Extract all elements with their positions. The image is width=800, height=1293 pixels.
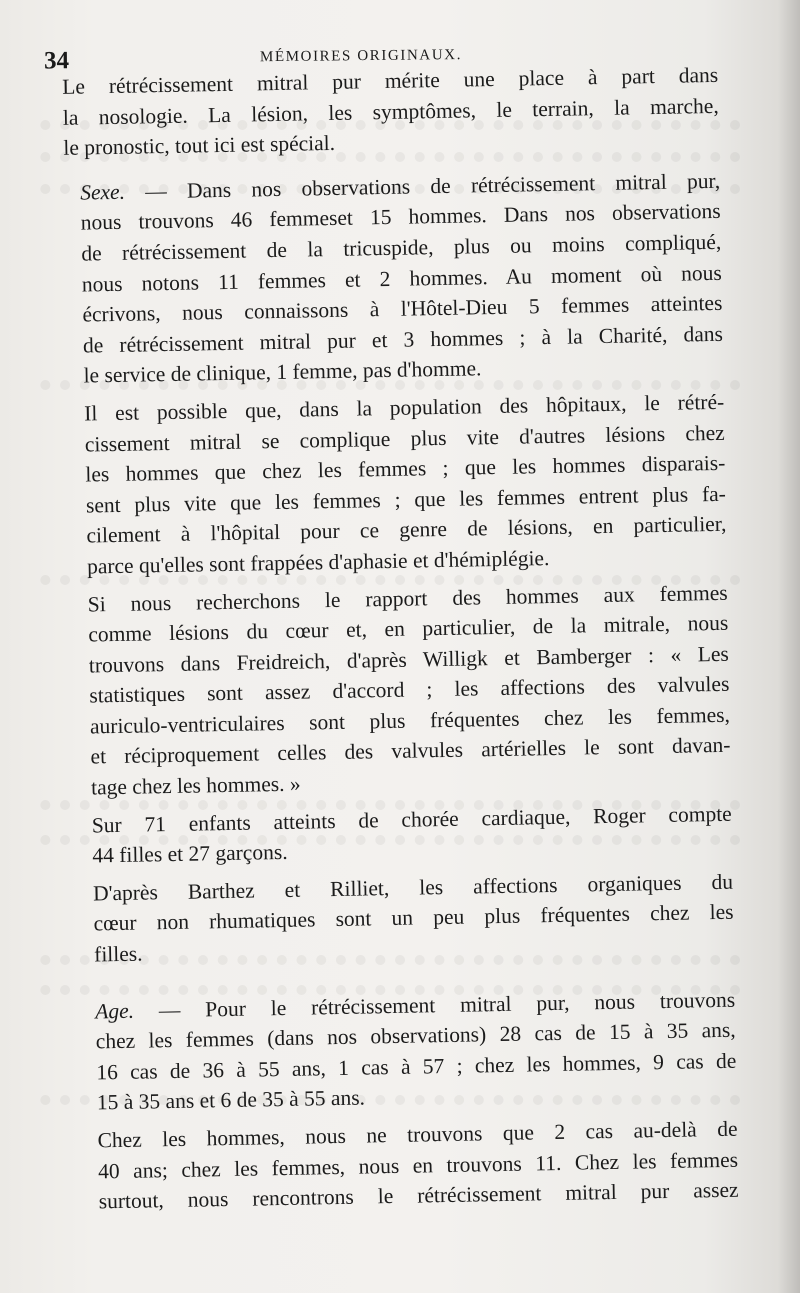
text-line: filles. [93,941,143,967]
paragraph-age [73,984,737,1118]
text-line: Si nous recherchons le rapport des hommes aux femmes [87,580,728,617]
body-text [56,60,739,1218]
section-label: Sexe. [79,179,126,205]
text-line: Sur 71 enfants atteints de chorée cardiaque, Roger compte [91,801,732,838]
text-line: nous notons 11 femmes et 2 hommes. Au moment où nous [81,260,723,297]
paragraph [75,1114,739,1218]
text-line: Chez les hommes, nous ne trouvons que 2 cas au-delà de [97,1116,738,1153]
text-line: sent plus vite que les femmes ; que les femmes entrent plus fa- [85,481,727,518]
text-line: trouvons dans Freidreich, d'après Willigk et Bamberger : « Les [88,641,729,678]
running-title: MÉMOIRES ORIGINAUX. [259,47,463,66]
text-line: 15 à 35 ans et 6 de 35 à 55 ans. [96,1085,366,1115]
paragraph [56,60,720,164]
text-line: et réciproquement celles des valvules artérielles le sont davan- [90,733,731,769]
text-line: 40 ans; chez les femmes, nous en trouvons 11. Chez les femmes [97,1147,739,1184]
text-line: nous trouvons 46 femmeset 15 hommes. Dans nos observations [80,199,721,235]
text-line: de rétrécissement mitral pur et 3 hommes ; à la Charité, dans [82,321,724,358]
paragraph-sexe [58,166,724,392]
text-line: comme lésions du cœur et, en particulier, de la mitrale, nous [88,610,729,647]
text-line: cilement à l'hôpital pour ce genre de lésions, en particulier, [86,512,727,548]
text-line: cœur non rhumatiques sont un peu plus fréquentes chez les [93,900,734,936]
text-line: chez les femmes (dans nos observations) 28 cas de 15 à 35 ans, [95,1017,736,1054]
text-line: tage chez les hommes. » [90,771,301,800]
text-line: de rétrécissement de la tricuspide, plus ou moins compliqué, [81,229,722,266]
section-label: Age. [94,998,135,1024]
text-line: auriculo-ventriculaires sont plus fréquentes chez les femmes, [89,702,731,739]
text-line: statistiques sont assez d'accord ; les affections des valvules [89,672,730,708]
paragraph [70,798,733,871]
paragraph [62,387,727,583]
text-line: Le rétrécissement mitral pur mérite une place à part dans [62,62,719,99]
paragraph [65,577,731,803]
text-run: — Dans nos observations de rétrécissement mitral pur, [124,168,721,204]
text-line: écrivons, nous connaissons à l'Hôtel-Dieu 5 femmes atteintes [82,290,723,327]
text-line: cissement mitral se complique plus vite d'autres lésions chez [84,420,725,457]
text-line: Il est possible que, dans la population des hôpitaux, le rétré- [84,389,725,426]
text-line: 16 cas de 36 à 55 ans, 1 cas à 57 ; chez les hommes, 9 cas de [96,1048,737,1085]
text-line: le service de clinique, 1 femme, pas d'homme. [83,356,482,388]
page-number: 34 [43,47,70,75]
paragraph [71,867,735,971]
text-line: D'après Barthez et Rilliet, les affections organiques du [92,869,734,906]
text-run: — Pour le rétrécissement mitral pur, nous trouvons [133,987,736,1023]
text-line: surtout, nous rencontrons le rétrécissement mitral pur assez [98,1177,739,1214]
page-edge-shadow [778,0,800,1293]
text-line: parce qu'elles sont frappées d'aphasie et d'hémiplégie. [86,545,550,579]
text-line: la nosologie. La lésion, les symptômes, le terrain, la marche, [62,93,719,130]
text-line: 44 filles et 27 garçons. [92,840,288,868]
text-line: les hommes que chez les femmes ; que les hommes disparais- [85,450,726,487]
text-line: le pronostic, tout ici est spécial. [63,131,336,161]
